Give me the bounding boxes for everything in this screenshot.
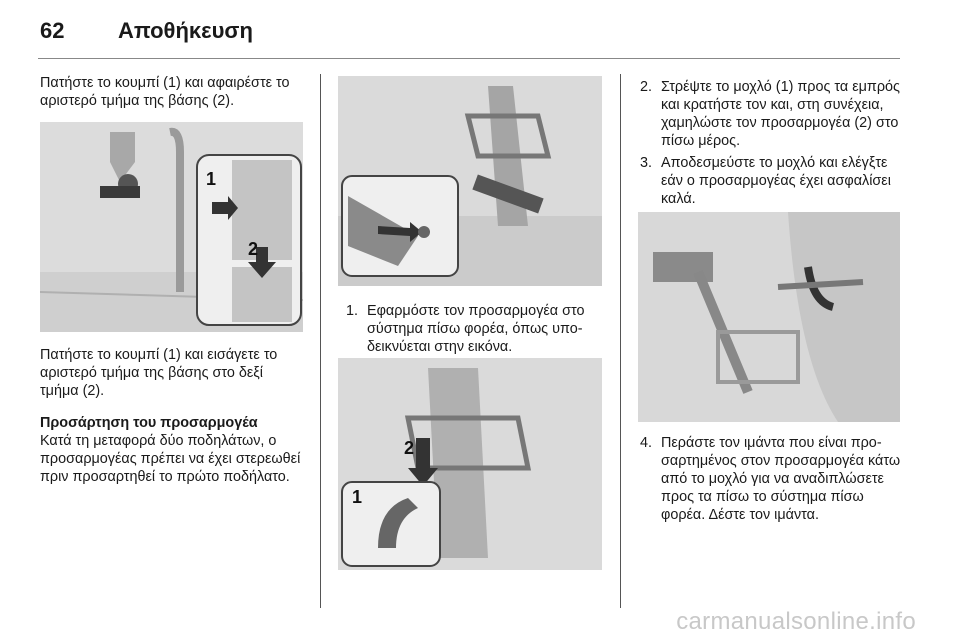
adapter-note: Κατά τη μεταφορά δύο ποδηλάτων, ο προσαρμογέας πρέπει να έχει στερεωθεί πριν προσαρτηθεί το πρώτο ποδήλατο. [40, 433, 301, 485]
step-1 [346, 302, 604, 356]
step-3-text: Αποδεσμεύστε το μοχλό και ελέγξτε εάν ο προσαρμογέας έχει ασφαλίσει καλά. [661, 155, 891, 207]
header-rule [38, 58, 900, 59]
figure-label-2: 2 [404, 438, 415, 458]
left-lower-text [40, 346, 304, 486]
step-2-number: 2. [640, 79, 653, 95]
step-4 [640, 434, 902, 524]
watermark: carmanualsonline.info [676, 608, 916, 635]
instruction-remove-base: Πατήστε το κουμπί (1) και αφαιρέστε το αριστερό τμήμα της βάσης (2). [40, 75, 290, 109]
column-divider-right [620, 74, 621, 608]
step-1-number: 1. [346, 303, 359, 319]
step-3-number: 3. [640, 155, 653, 171]
page-number: 62 [40, 18, 65, 43]
left-intro-text [40, 74, 302, 110]
step-4-number: 4. [640, 435, 653, 451]
figure-strap-lever [638, 212, 900, 422]
section-heading-adapter: Προσάρτηση του προσαρμογέα [40, 415, 258, 431]
instruction-insert-base: Πατήστε το κουμπί (1) και εισάγετε το αριστερό τμήμα της βάσης στο δεξί τμήμα (2). [40, 347, 278, 399]
figure-adapter-attach [338, 76, 602, 286]
figure-label-1: 1 [206, 169, 217, 189]
column-divider-left [320, 74, 321, 608]
figure-bike-carrier-base [40, 122, 303, 332]
step-1-text: Εφαρμόστε τον προσαρμογέα στο σύστημα πίσω φορέα, όπως υποδεικνύεται στην εικόνα. [367, 303, 585, 355]
step-2-text: Στρέψτε το μοχλό (1) προς τα εμπρός και κρατήστε τον και, στη συνέχεια, χαμηλώστε τον προσαρμογέα (2) στο πίσω μέρος. [661, 79, 900, 149]
step-3 [640, 154, 902, 208]
step-2 [640, 78, 902, 150]
page-title: Αποθήκευση [118, 18, 253, 43]
step-4-text: Περάστε τον ιμάντα που είναι προσαρτημένος στον προσαρμογέα κάτω από το μοχλό για να αναδιπλώσετε προς τα πίσω το σύστημα πίσω φορέα. Δέστε τον ιμάντα. [661, 435, 901, 523]
figure-label-1: 1 [352, 487, 363, 507]
figure-label-2: 2 [248, 239, 259, 259]
figure-adapter-lever [338, 358, 602, 570]
